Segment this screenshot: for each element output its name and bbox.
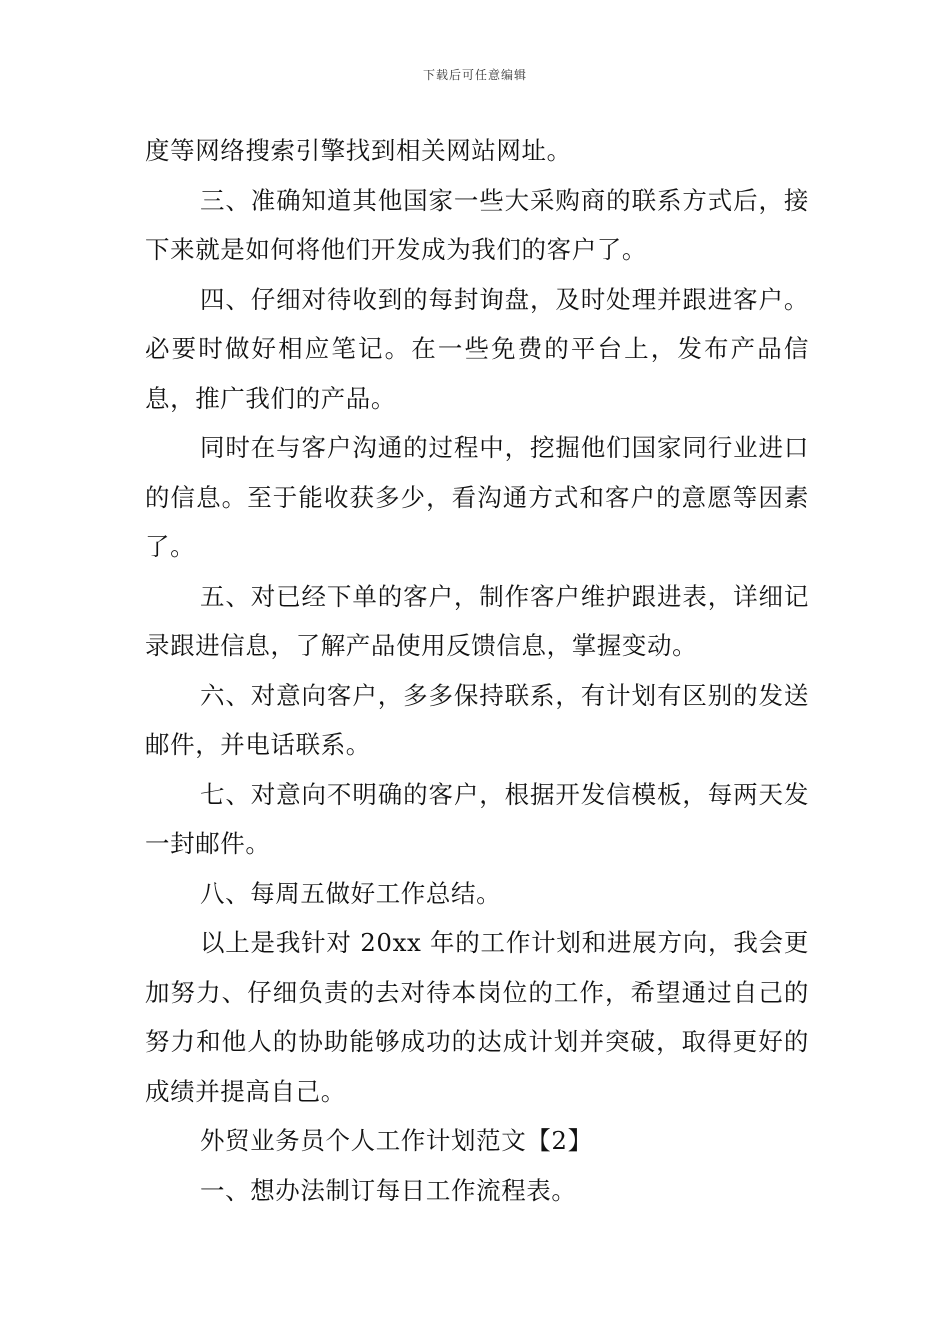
paragraph-item-1: 一、想办法制订每日工作流程表。 bbox=[200, 1175, 577, 1205]
section-heading-2: 外贸业务员个人工作计划范文【2】 bbox=[200, 1126, 593, 1155]
paragraph-item-4: 四、仔细对待收到的每封询盘，及时处理并跟进客户。必要时做好相应笔记。在一些免费的平台上，发布产品信息，推广我们的产品。 bbox=[145, 284, 809, 413]
page-header-note: 下载后可任意编辑 bbox=[422, 68, 527, 82]
paragraph-item-5: 五、对已经下单的客户，制作客户维护跟进表，详细记录跟进信息，了解产品使用反馈信息，掌握变动。 bbox=[145, 581, 809, 660]
paragraph-item-7: 七、对意向不明确的客户，根据开发信模板，每两天发一封邮件。 bbox=[145, 779, 809, 858]
paragraph-item-6: 六、对意向客户，多多保持联系，有计划有区别的发送邮件，并电话联系。 bbox=[145, 680, 809, 759]
paragraph-conclusion: 以上是我针对 20xx 年的工作计划和进展方向，我会更加努力、仔细负责的去对待本岗位的工作，希望通过自己的努力和他人的协助能够成功的达成计划并突破，取得更好的成绩并提高自己。 bbox=[145, 928, 809, 1106]
paragraph-item-3: 三、准确知道其他国家一些大采购商的联系方式后，接下来就是如何将他们开发成为我们的客户了。 bbox=[145, 185, 809, 264]
paragraph-search-engine: 度等网络搜索引擎找到相关网站网址。 bbox=[145, 136, 572, 165]
paragraph-communication: 同时在与客户沟通的过程中，挖掘他们国家同行业进口的信息。至于能收获多少，看沟通方式和客户的意愿等因素了。 bbox=[145, 433, 809, 561]
document-body bbox=[145, 126, 809, 1215]
paragraph-item-8: 八、每周五做好工作总结。 bbox=[200, 878, 502, 908]
